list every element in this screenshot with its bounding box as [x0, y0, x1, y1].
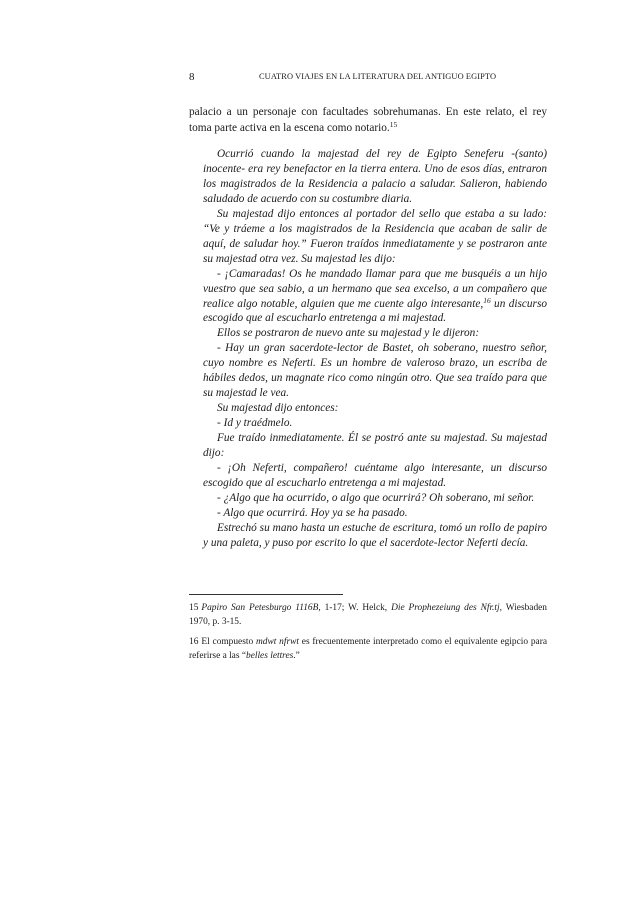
intro-paragraph [189, 104, 547, 136]
footnote-text: El compuesto [201, 637, 256, 647]
footnote-text: .” [293, 650, 300, 661]
footnote-title: Papiro San Petesburgo 1116B [201, 603, 319, 613]
footnote-text: , 1-17; W. Helck, [318, 603, 392, 613]
quoted-passage [203, 147, 547, 551]
quote-paragraph-8: Fue traído inmediatamente. Él se postró ante su majestad. Su majestad dijo: [203, 432, 547, 460]
quote-paragraph-5: - Hay un gran sacerdote-lector de Bastet, oh soberano, nuestro señor, cuyo nombre es Neferti. Es un hombre de valeroso brazo, un escriba de hábiles dedos, un magnate rico como ningún otro. Que sea traído para que su majestad le vea. [203, 342, 547, 400]
footnote-number: 16 [189, 637, 199, 647]
footnote-term: mdwt nfrwt [256, 637, 299, 647]
quote-paragraph-9: - ¡Oh Neferti, compañero! cuéntame algo interesante, un discurso escogido que al escucharlo entretenga a mi majestad. [203, 462, 547, 489]
quote-paragraph-3-start: - ¡Camaradas! Os he mandado llamar para que me busquéis a un hijo vuestro que sea sabio, a un hermano que sea excelso, a un compañero que realice algo notable, alguien que me cuente algo interesante, [203, 267, 547, 310]
footnote-16 [189, 636, 547, 663]
footnote-15 [189, 602, 547, 629]
quote-paragraph-7: - Id y traédmelo. [217, 417, 293, 430]
quote-paragraph-6: Su majestad dijo entonces: [217, 402, 339, 415]
quote-paragraph-3-end: un discurso escogido que al escucharlo entretenga a mi majestad. [203, 297, 547, 325]
footnote-separator [189, 594, 343, 595]
footnote-text: , Wiesbaden 1970, p. 3-15. [189, 603, 547, 627]
quote-paragraph-4: Ellos se postraron de nuevo ante su majestad y le dijeron: [217, 327, 480, 340]
quote-paragraph-12: Estrechó su mano hasta un estuche de escritura, tomó un rollo de papiro y una paleta, y puso por escrito lo que el sacerdote-lector Neferti decía. [203, 521, 547, 549]
quote-paragraph-3 [203, 267, 547, 327]
footnote-title: Die Prophezeiung des Nfr.tj [391, 603, 500, 613]
footnote-ref-15[interactable]: 15 [389, 120, 398, 129]
footnotes [189, 602, 547, 670]
intro-text: palacio a un personaje con facultades sobrehumanas. En este relato, el rey toma parte activa en la escena como notario. [189, 106, 547, 134]
running-header [189, 70, 549, 84]
footnote-ref-16[interactable]: 16 [483, 295, 491, 305]
footnote-number: 15 [189, 603, 199, 613]
quote-paragraph-1: Ocurrió cuando la majestad del rey de Egipto Seneferu -(santo) inocente- era rey benefactor en la tierra entera. Uno de esos días, entraron los magistrados de la Residencia a palacio a saludar. Salieron, habiendo saludado de acuerdo con su costumbre diaria. [203, 148, 547, 205]
quote-paragraph-2: Su majestad dijo entonces al portador del sello que estaba a su lado: “Ve y tráeme a los magistrados de la Residencia que acaban de salir de aquí, de saludar hoy.” Fueron traídos inmediatamente y se postraron ante su majestad otra vez. Su majestad les dijo: [203, 207, 547, 265]
body-text [189, 104, 547, 136]
quote-paragraph-11: - Algo que ocurrirá. Hoy ya se ha pasado. [217, 506, 408, 519]
page-number: 8 [189, 71, 195, 83]
footnote-term: belles lettres [246, 650, 294, 661]
running-title: CUATRO VIAJES EN LA LITERATURA DEL ANTIGUO EGIPTO [259, 72, 497, 81]
quote-paragraph-10: - ¿Algo que ha ocurrido, o algo que ocurrirá? Oh soberano, mi señor. [217, 491, 535, 504]
footnote-text: es frecuentemente interpretado como el equivalente egipcio para referirse a las “ [189, 637, 548, 661]
